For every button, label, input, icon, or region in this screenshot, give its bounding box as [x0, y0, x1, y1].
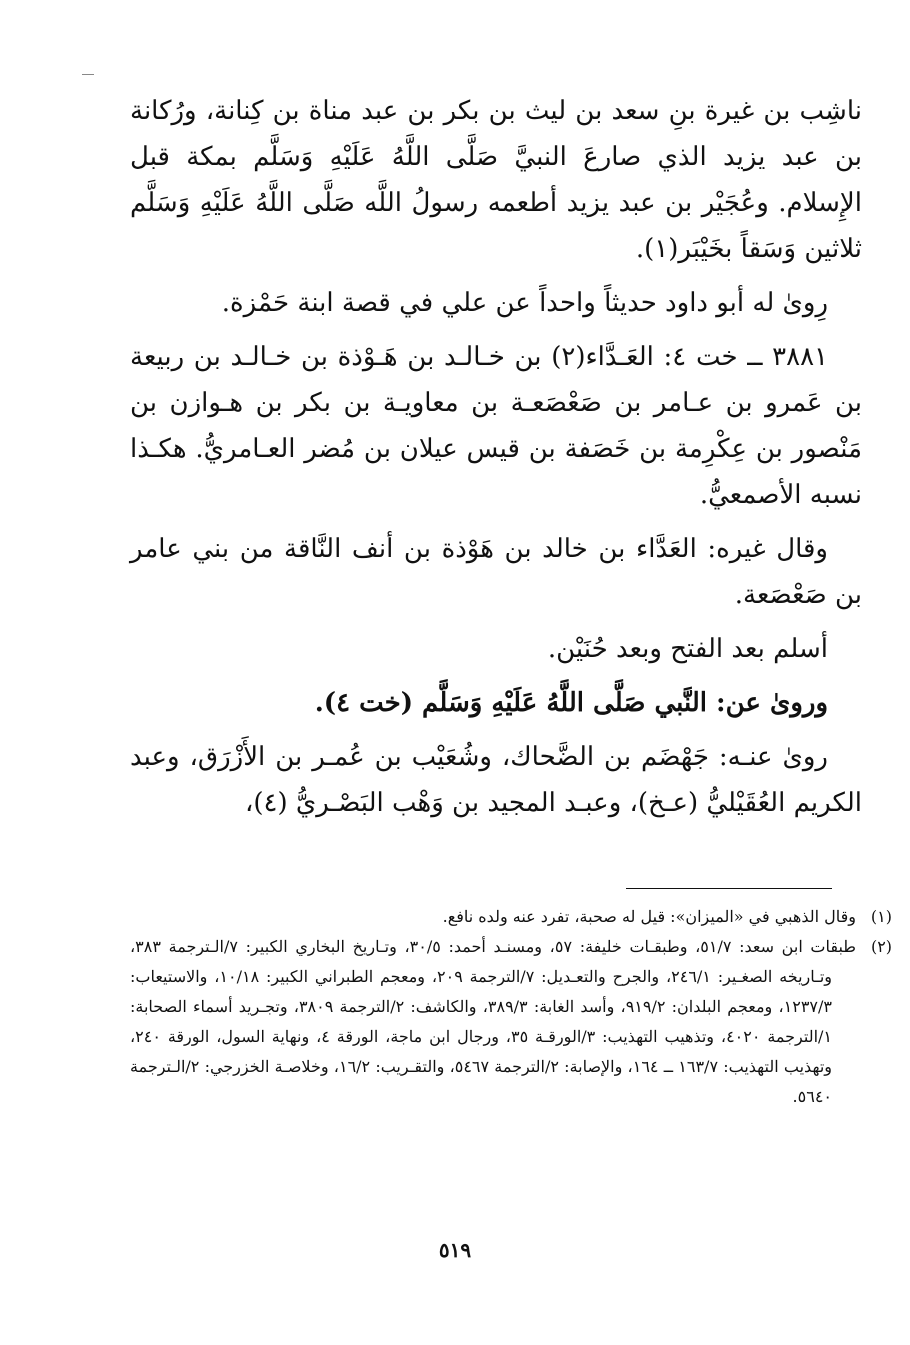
main-text [130, 88, 862, 834]
footnotes [130, 902, 893, 1112]
footnote-2-text: طبقات ابن سعد: ٥١/٧، وطبقـات خليفة: ٥٧، ومسنـد أحمد: ٣٠/٥، وتـاريخ البخاري الكبير: ٧/الـترجمة ٣٨٣، وتـاريخه الصغـير: ٢٤٦/١، والجرح والتعـديل: ٧/الترجمة ٢٠٩، ومعجم الطبراني الكبير: ١٠/١٨، والاستيعاب: ١٢٣٧/٣، ومعجم البلدان: ٩١٩/٢، وأسد الغابة: ٣٨٩/٣، والكاشف: ٢/الترجمة ٣٨٠٩، وتجـريد أسماء الصحابة: ١/الترجمة ٤٠٢٠، وتذهيب التهذيب: ٣/الورقـة ٣٥، ورجال ابن ماجة، الورقة ٤، ونهاية السول، الورقة ٢٤٠، وتهذيب التهذيب: ١٦٣/٧ ــ ١٦٤، والإصابة: ٢/الترجمة ٥٤٦٧، والتقـريب: ١٦/٢، وخلاصـة الخزرجي: ٢/الـترجمة ٥٦٤٠. [130, 937, 857, 1106]
paragraph-other-lineage: وقال غيره: العَدَّاء بن خالد بن هَوْذة بن أنف النَّاقة من بني عامر بن صَعْصَعة. [130, 534, 862, 610]
paragraph-narrated-from: وروىٰ عن: النَّبي صَلَّى اللَّهُ عَلَيْهِ وَسَلَّم (خت ٤). [314, 688, 828, 718]
footnote-1-text: وقال الذهبي في «الميزان»: قيل له صحبة، تفرد عنه ولده نافع. [442, 907, 856, 926]
paragraph-narrated-by: روىٰ عنـه: جَهْضَم بن الضَّحاك، وشُعَيْب بن عُمـر بن الأَزْرَق، وعبد الكريم العُقَيْليُّ (عـخ)، وعبـد المجيد بن وَهْب البَصْـريُّ (٤)، [130, 742, 862, 818]
page-number: ٥١٩ [438, 1238, 472, 1262]
paragraph-lineage: ناشِب بن غيرة بنِ سعد بن ليث بن بكر بن عبد مناة بن كِنانة، ورُكانة بن عبد يزيد الذي صارعَ النبيَّ صَلَّى اللَّهُ عَلَيْهِ وَسَلَّم بمكة قبل الإِسلام. وعُجَيْر بن عبد يزيد أطعمه رسولُ اللَّه صَلَّى اللَّهُ عَلَيْهِ وَسَلَّم ثلاثين وَسَقاً بخَيْبَر(١). [130, 96, 862, 264]
entry-3881-heading: ٣٨٨١ ــ خت ٤: العَـدَّاء(٢) بن خـالـد بن هَـوْذة بن خـالـد بن ربيعة بن عَمرو بن عـامر بن صَعْصَعـة بن معاويـة بن بكر بن هـوازن بن مَنْصور بن عِكْرِمة بن خَصَفة بن قيس عيلان بن مُضر العـامريُّ. هكـذا نسبه الأصمعيُّ. [130, 342, 862, 510]
footnote-divider [626, 888, 832, 889]
margin-mark [82, 74, 94, 75]
footnote-1: (١)وقال الذهبي في «الميزان»: قيل له صحبة، تفرد عنه ولده نافع. [442, 907, 892, 926]
paragraph-narration: رِوىٰ له أبو داود حديثاً واحداً عن علي في قصة ابنة حَمْزة. [221, 288, 828, 318]
footnote-2: (٢)طبقات ابن سعد: ٥١/٧، وطبقـات خليفة: ٥٧، ومسنـد أحمد: ٣٠/٥، وتـاريخ البخاري الكبير: ٧/الـترجمة ٣٨٣، وتـاريخه الصغـير: ٢٤٦/١، والجرح والتعـديل: ٧/الترجمة ٢٠٩، ومعجم الطبراني الكبير: ١٠/١٨، والاستيعاب: ١٢٣٧/٣، ومعجم البلدان: ٩١٩/٢، وأسد الغابة: ٣٨٩/٣، والكاشف: ٢/الترجمة ٣٨٠٩، وتجـريد أسماء الصحابة: ١/الترجمة ٤٠٢٠، وتذهيب التهذيب: ٣/الورقـة ٣٥، ورجال ابن ماجة، الورقة ٤، ونهاية السول، الورقة ٢٤٠، وتهذيب التهذيب: ١٦٣/٧ ــ ١٦٤، والإصابة: ٢/الترجمة ٥٤٦٧، والتقـريب: ١٦/٢، وخلاصـة الخزرجي: ٢/الـترجمة ٥٦٤٠. [130, 937, 893, 1106]
paragraph-conversion: أسلم بعد الفتح وبعد حُنَيْن. [547, 634, 828, 664]
